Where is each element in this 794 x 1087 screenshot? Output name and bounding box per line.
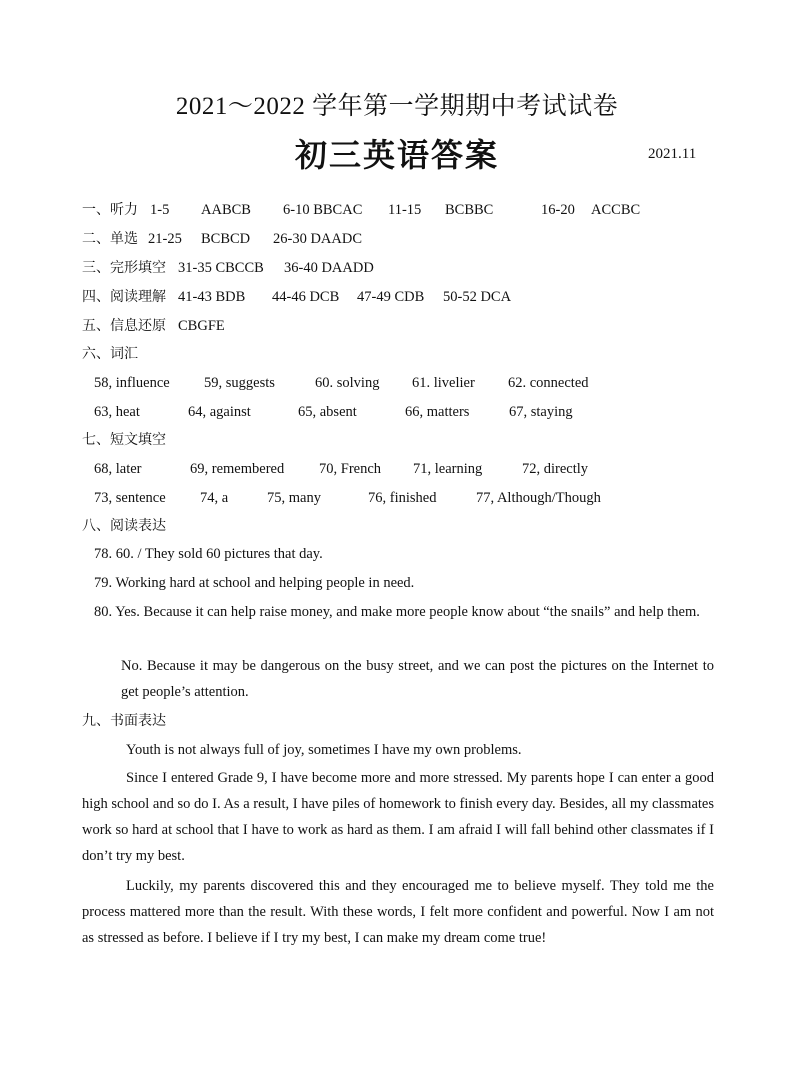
section-listening xyxy=(82,199,722,221)
answer-group: 31-35 CBCCB xyxy=(178,260,264,276)
answer-group: ACCBC xyxy=(591,202,641,218)
answer-79: 79. Working hard at school and helping people in need. xyxy=(94,575,415,591)
answer-group: 26-30 DAADC xyxy=(273,231,363,247)
section-label: 六、词汇 xyxy=(82,346,138,362)
essay-paragraph-3: Luckily, my parents discovered this and they encouraged me to believe myself. They told me the process mattered more than the result. With these words, I felt more confident and powerful. Now I am not as stressed as before. I believe if I try my best, I can make my dream come true! xyxy=(82,878,714,946)
answer-group: 11-15 xyxy=(388,202,422,218)
answer-group: 1-5 xyxy=(150,202,170,218)
answer-80-no: No. Because it may be dangerous on the busy street, and we can post the pictures on the Internet to get people’s attention. xyxy=(121,658,714,700)
answer-item: 61. livelier xyxy=(412,375,475,391)
answer-80-yes: 80. Yes. Because it can help raise money, and make more people know about “the snails” and help them. xyxy=(94,604,700,620)
answer-item: 65, absent xyxy=(298,404,357,420)
answer-group: CBGFE xyxy=(178,318,225,334)
answer-item: 73, sentence xyxy=(94,490,166,506)
answer-item: 64, against xyxy=(188,404,251,420)
section-reading xyxy=(82,286,722,308)
essay-paragraph-2: Since I entered Grade 9, I have become more and more stressed. My parents hope I can enter a good high school and so do I. As a result, I have piles of homework to finish every day. Besides, all my classmates work so hard at school that I have to work as hard as them. I am afraid I will fall behind other classmates if I don’t try my best. xyxy=(82,770,714,864)
answer-group: 21-25 xyxy=(148,231,182,247)
section-vocabulary xyxy=(82,343,722,365)
answer-group: BCBBC xyxy=(445,202,494,218)
section-label: 二、单选 xyxy=(82,231,138,247)
section-label: 四、阅读理解 xyxy=(82,289,166,305)
section-label: 一、听力 xyxy=(82,202,138,218)
essay-paragraph-1: Youth is not always full of joy, sometimes I have my own problems. xyxy=(126,742,522,758)
section-cloze xyxy=(82,257,722,279)
section-label: 五、信息还原 xyxy=(82,318,166,334)
answer-group: AABCB xyxy=(201,202,251,218)
exam-title: 2021～2022 学年第一学期期中考试试卷 xyxy=(175,93,619,120)
answer-item: 66, matters xyxy=(405,404,470,420)
passage-fill-row-2 xyxy=(82,487,722,509)
answer-item: 67, staying xyxy=(509,404,573,420)
answer-key-title: 初三英语答案 xyxy=(294,137,499,173)
answer-item: 68, later xyxy=(94,461,142,477)
section-info-restore xyxy=(82,315,722,337)
answer-item: 62. connected xyxy=(508,375,589,391)
vocabulary-row-2 xyxy=(82,401,722,423)
answer-item: 60. solving xyxy=(315,375,380,391)
passage-fill-row-1 xyxy=(82,458,722,480)
answer-group: 50-52 DCA xyxy=(443,289,512,305)
answer-item: 77, Although/Though xyxy=(476,490,601,506)
section-label: 八、阅读表达 xyxy=(82,518,166,534)
answer-group: BCBCD xyxy=(201,231,251,247)
answer-group: 6-10 BBCAC xyxy=(283,202,363,218)
section-label: 三、完形填空 xyxy=(82,260,166,276)
answer-group: 41-43 BDB xyxy=(178,289,246,305)
answer-group: 36-40 DAADD xyxy=(284,260,374,276)
answer-item: 69, remembered xyxy=(190,461,285,477)
answer-item: 72, directly xyxy=(522,461,589,477)
answer-group: 16-20 xyxy=(541,202,575,218)
answer-item: 70, French xyxy=(319,461,382,477)
answer-item: 58, influence xyxy=(94,375,170,391)
section-single-choice xyxy=(82,228,722,250)
section-passage-fill xyxy=(82,429,722,451)
section-reading-expression xyxy=(82,515,722,537)
answer-item: 74, a xyxy=(200,490,229,506)
answer-group: 44-46 DCB xyxy=(272,289,340,305)
section-label: 七、短文填空 xyxy=(82,432,166,448)
section-label: 九、书面表达 xyxy=(82,713,166,729)
answer-item: 76, finished xyxy=(368,490,437,506)
vocabulary-row-1 xyxy=(82,372,722,394)
answer-item: 63, heat xyxy=(94,404,140,420)
answer-group: 47-49 CDB xyxy=(357,289,425,305)
section-writing xyxy=(82,710,722,732)
answer-item: 75, many xyxy=(267,490,321,506)
answer-78: 78. 60. / They sold 60 pictures that day. xyxy=(94,546,323,562)
answer-item: 71, learning xyxy=(413,461,483,477)
exam-date: 2021.11 xyxy=(648,146,697,162)
answer-item: 59, suggests xyxy=(204,375,275,391)
